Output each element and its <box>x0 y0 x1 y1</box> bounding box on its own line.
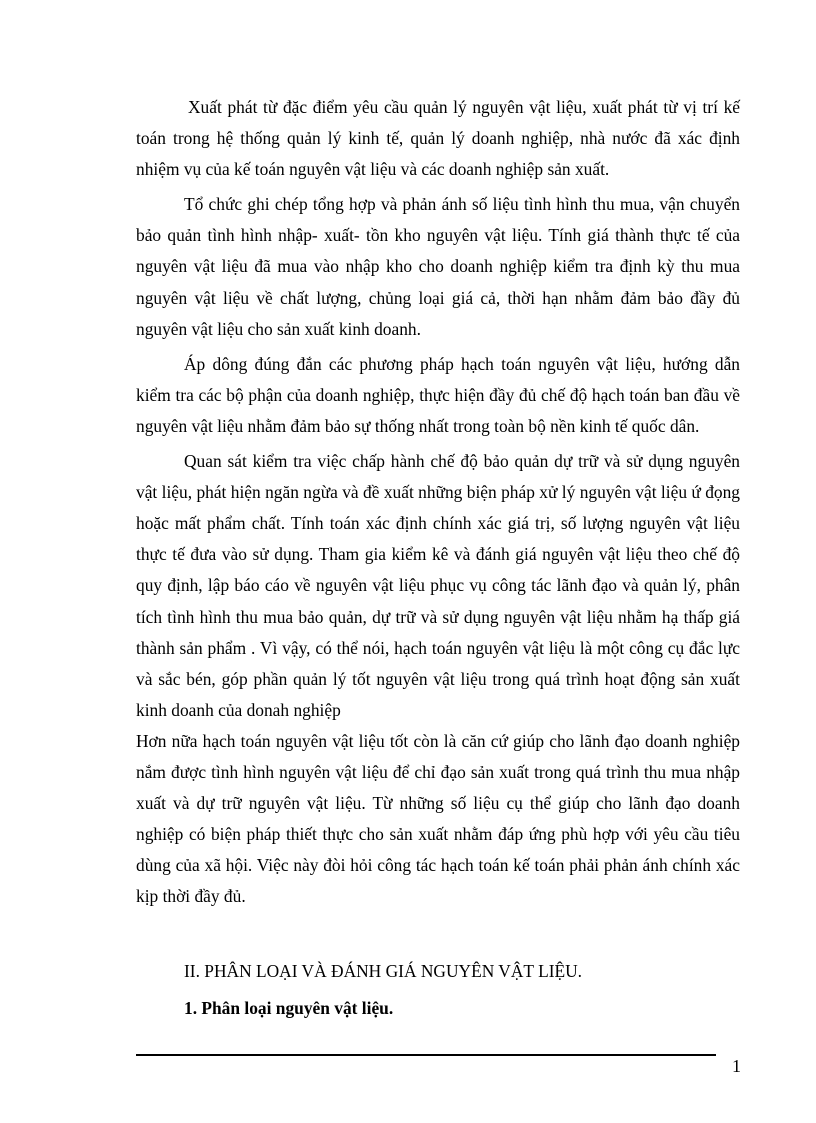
subsection-heading: 1. Phân loại nguyên vật liệu. <box>184 998 394 1018</box>
body-text <box>136 92 740 912</box>
section-heading: II. PHÂN LOẠI VÀ ĐÁNH GIÁ NGUYÊN VẬT LIỆU. <box>184 961 583 981</box>
paragraph: Áp dông đúng đắn các phương pháp hạch toán nguyên vật liệu, hướng dẫn kiểm tra các bộ phận của doanh nghiệp, thực hiện đầy đủ chế độ hạch toán ban đầu về nguyên vật liệu nhằm đảm bảo sự thống nhất trong toàn bộ nền kinh tế quốc dân. <box>136 353 740 436</box>
paragraph: Hơn nữa hạch toán nguyên vật liệu tốt còn là căn cứ giúp cho lãnh đạo doanh nghiệp nắm được tình hình nguyên vật liệu để chỉ đạo sản xuất trong quá trình thu mua nhập xuất và dự trữ nguyên vật liệu. Từ những số liệu cụ thể giúp cho lãnh đạo doanh nghiệp có biện pháp thiết thực cho sản xuất nhằm đáp ứng phù hợp với yêu cầu tiêu dùng của xã hội. Việc này đòi hỏi công tác hạch toán kế toán phải phản ánh chính xác kịp thời đầy đủ. <box>136 730 740 907</box>
paragraph: Xuất phát từ đặc điểm yêu cầu quản lý nguyên vật liệu, xuất phát từ vị trí kế toán trong hệ thống quản lý kinh tế, quản lý doanh nghiệp, nhà nước đã xác định nhiệm vụ của kế toán nguyên vật liệu và các doanh nghiệp sản xuất. <box>136 97 740 180</box>
footer-divider <box>136 1054 716 1056</box>
paragraph: Quan sát kiểm tra việc chấp hành chế độ bảo quản dự trữ và sử dụng nguyên vật liệu, phát hiện ngăn ngừa và đề xuất những biện pháp xử lý nguyên vật liệu ứ đọng hoặc mất phẩm chất. Tính toán xác định chính xác giá trị, số lượng nguyên vật liệu thực tế đưa vào sử dụng. Tham gia kiểm kê và đánh giá nguyên vật liệu theo chế độ quy định, lập báo cáo về nguyên vật liệu phục vụ công tác lãnh đạo và quản lý, phân tích tình hình thu mua bảo quản, dự trữ và sử dụng nguyên vật liệu nhằm hạ thấp giá thành sản phẩm . Vì vậy, có thể nói, hạch toán nguyên vật liệu là một công cụ đắc lực và sắc bén, góp phần quản lý tốt nguyên vật liệu trong quá trình hoạt động sản xuất kinh doanh của donah nghiệp <box>136 451 740 720</box>
paragraph: Tổ chức ghi chép tổng hợp và phản ánh số liệu tình hình thu mua, vận chuyển bảo quản tình hình nhập- xuất- tồn kho nguyên vật liệu. Tính giá thành thực tế của nguyên vật liệu đã mua vào nhập kho cho doanh nghiệp kiểm tra định kỳ thu mua nguyên vật liệu về chất lượng, chủng loại giá cả, thời hạn nhằm đảm bảo đầy đủ nguyên vật liệu cho sản xuất kinh doanh. <box>136 194 740 339</box>
page-number: 1 <box>732 1056 741 1076</box>
